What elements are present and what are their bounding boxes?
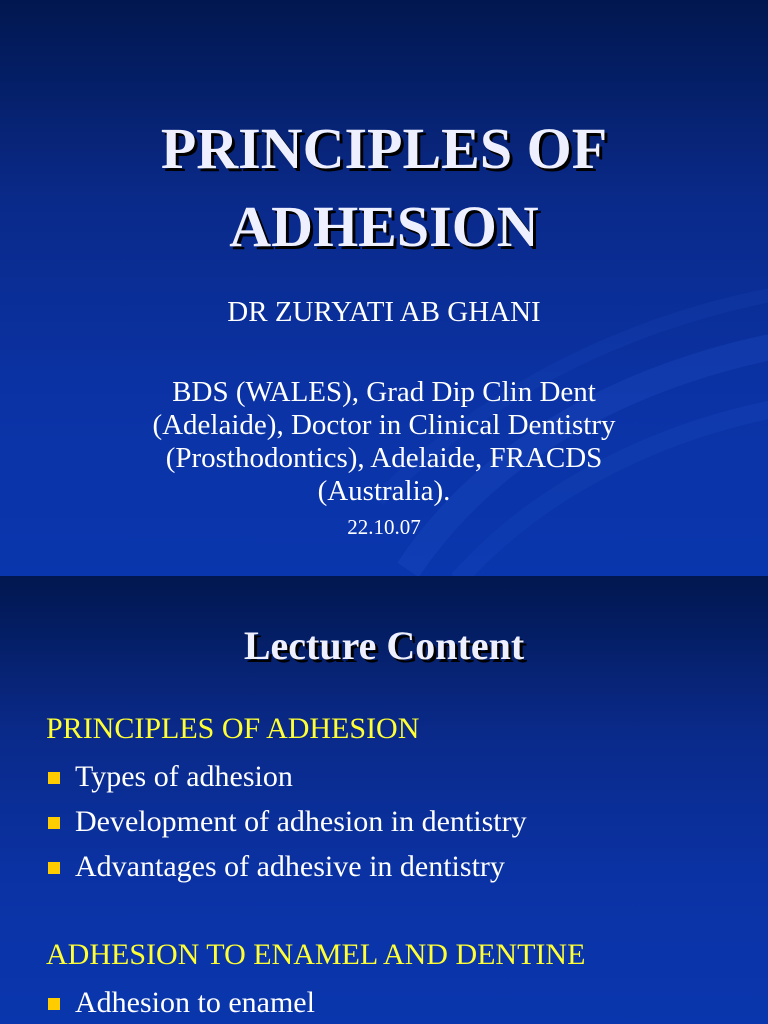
list-item: [46, 844, 527, 889]
list-item: [46, 799, 527, 844]
slide-title: Lecture Content: [243, 623, 525, 668]
bullet-list: [46, 980, 315, 1024]
credentials-line: (Adelaide), Doctor in Clinical Dentistry: [152, 409, 616, 441]
title-line-1: PRINCIPLES OF: [160, 116, 608, 181]
list-item-text: Types of adhesion: [75, 760, 293, 793]
bullet-list: [46, 754, 527, 889]
slide-title: [0, 110, 768, 266]
square-bullet-icon: [48, 998, 60, 1010]
content-slide: [0, 576, 768, 1024]
author-credentials: [0, 376, 768, 508]
list-item-text: Adhesion to enamel: [75, 986, 315, 1019]
list-item-text: Development of adhesion in dentistry: [75, 805, 527, 838]
credentials-line: BDS (WALES), Grad Dip Clin Dent: [172, 376, 596, 408]
credentials-line: (Prosthodontics), Adelaide, FRACDS: [165, 442, 603, 474]
credentials-line: (Australia).: [317, 475, 451, 507]
square-bullet-icon: [48, 817, 60, 829]
section-heading: PRINCIPLES OF ADHESION: [46, 712, 420, 745]
section-heading: ADHESION TO ENAMEL AND DENTINE: [46, 938, 586, 971]
presentation-date: 22.10.07: [347, 515, 421, 539]
title-line-2: ADHESION: [229, 194, 539, 259]
square-bullet-icon: [48, 772, 60, 784]
list-item-text: Advantages of adhesive in dentistry: [75, 850, 505, 883]
square-bullet-icon: [48, 862, 60, 874]
author-name: DR ZURYATI AB GHANI: [227, 296, 541, 328]
list-item: [46, 980, 315, 1024]
list-item: [46, 754, 527, 799]
